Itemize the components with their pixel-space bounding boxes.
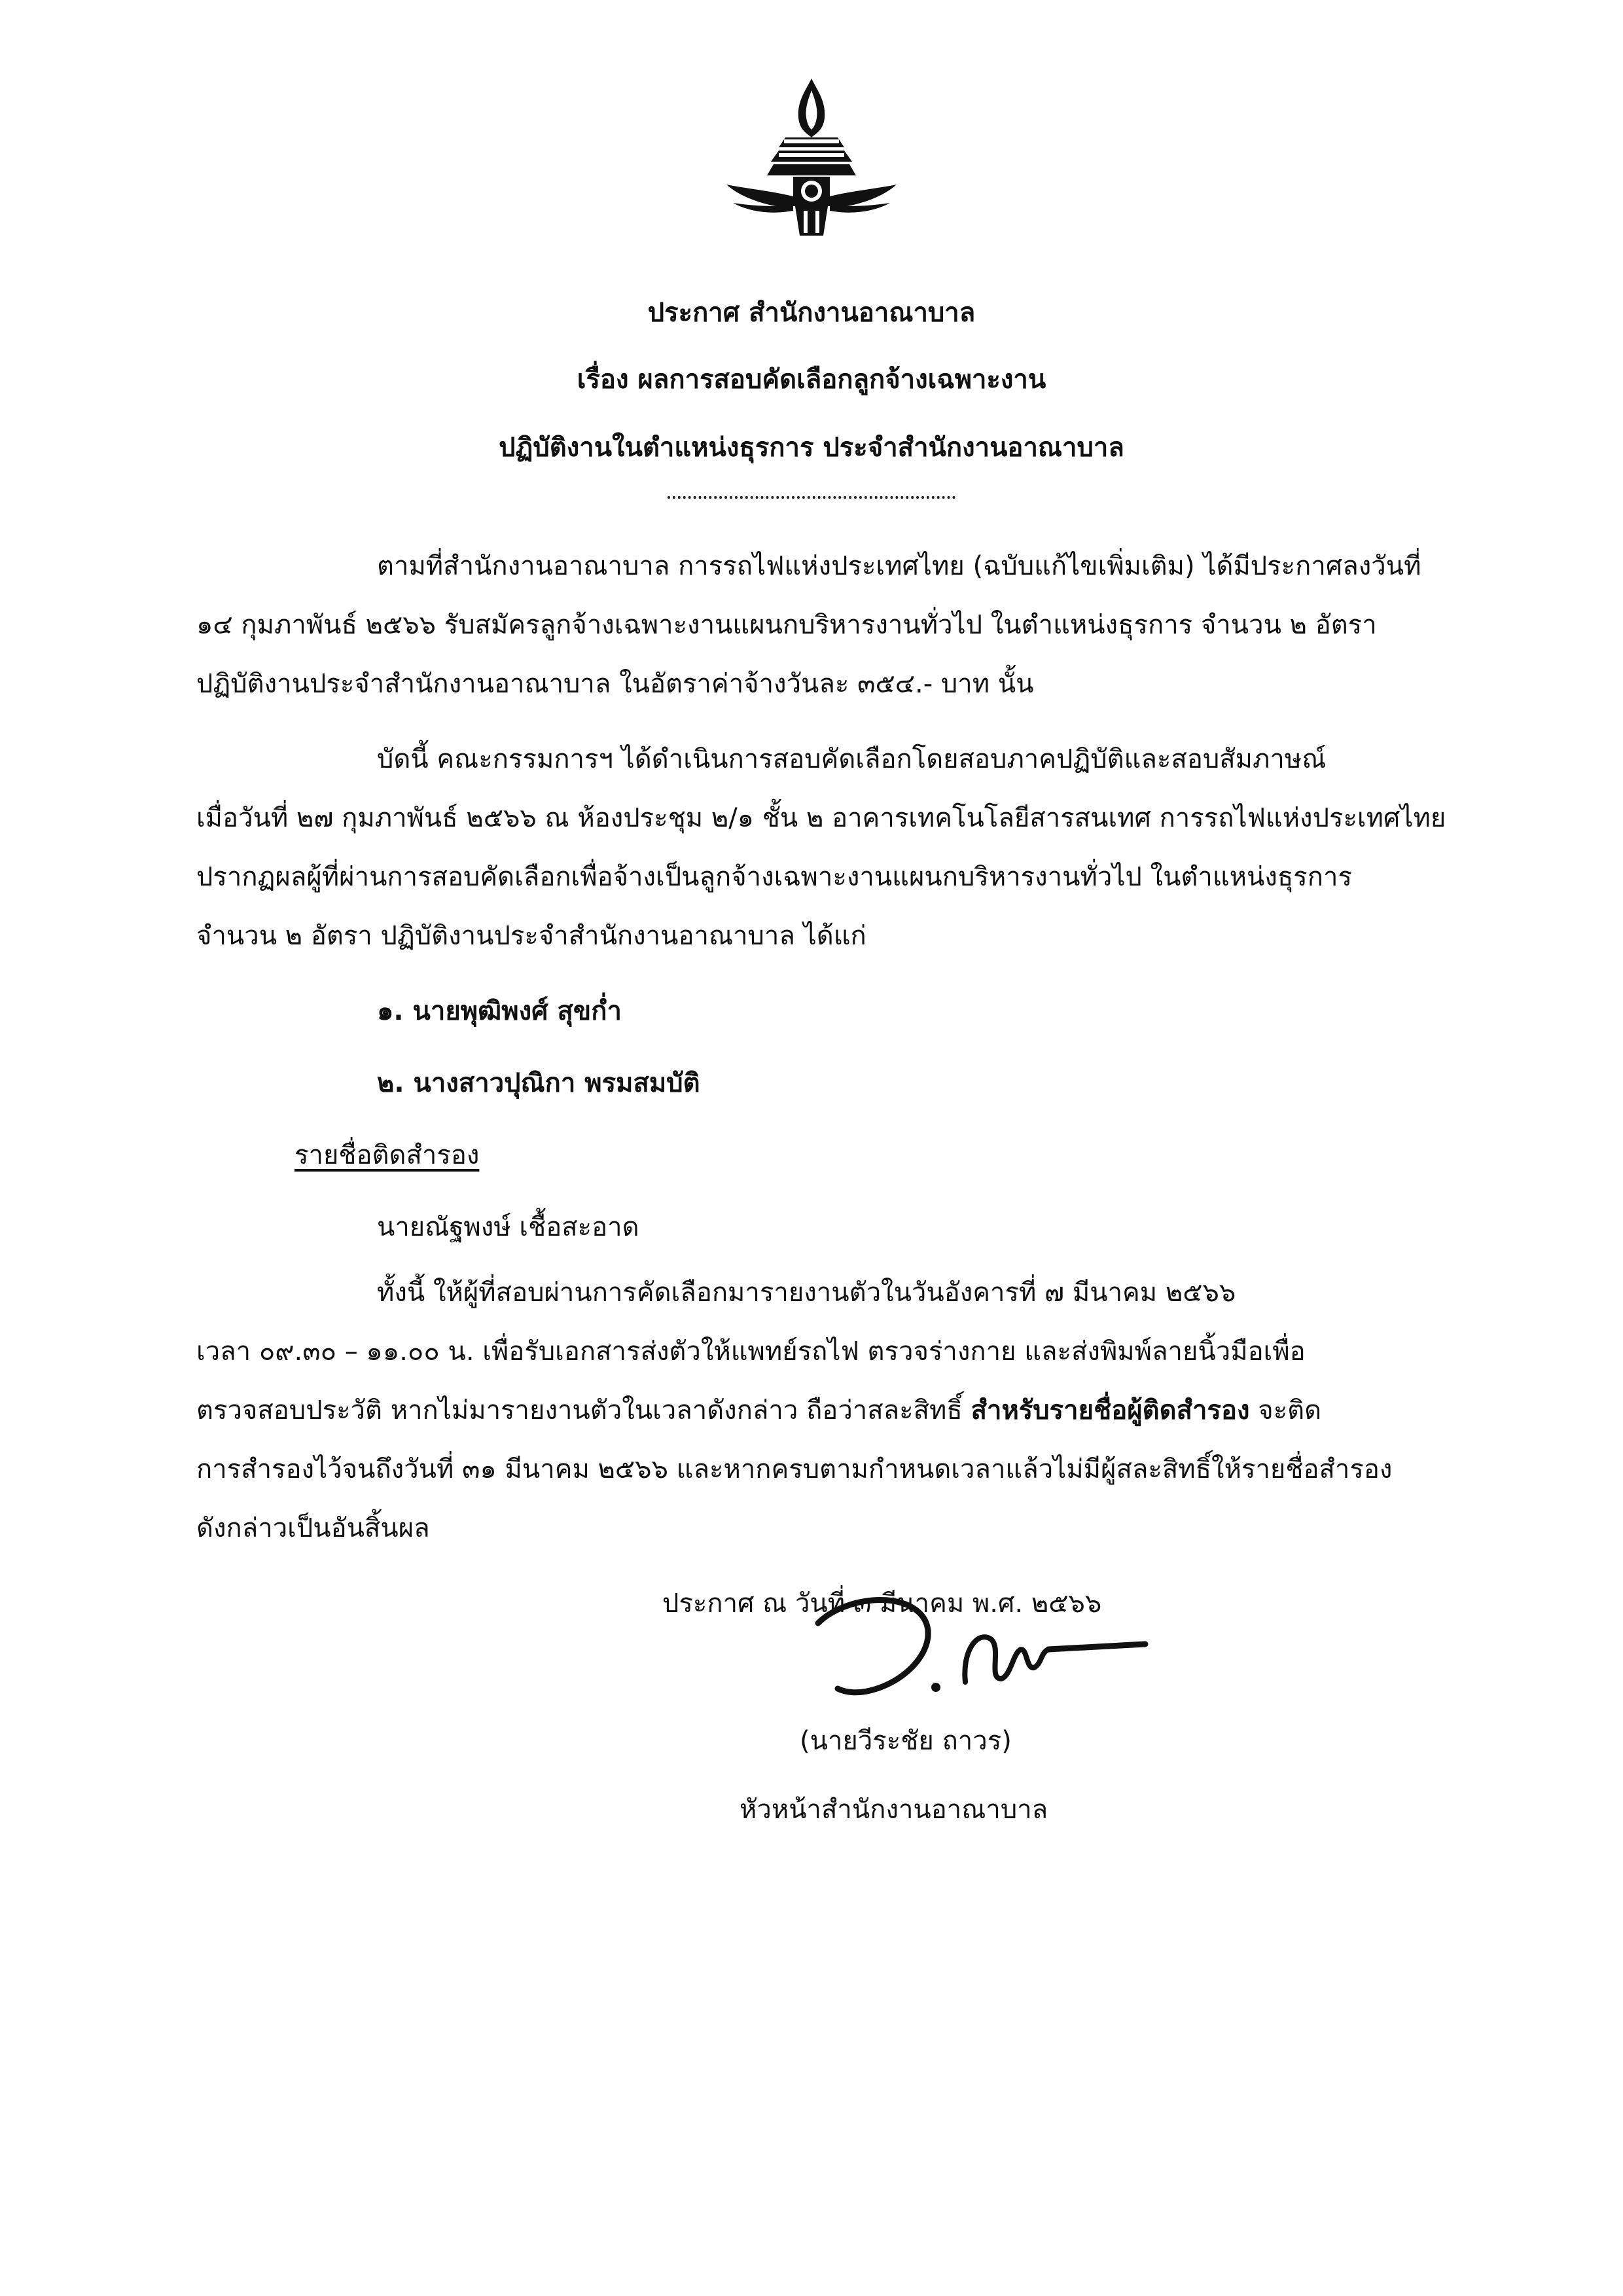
reserve-name: นายณัฐพงษ์ เชื้อสะอาด	[377, 1212, 639, 1242]
selected-candidate-1: ๑. นายพุฒิพงศ์ สุขก่ำ	[377, 996, 622, 1026]
para1-line3: ปฏิบัติงานประจำสำนักงานอาณาบาล ในอัตราค่าจ้างวันละ ๓๕๔.- บาท นั้น	[196, 669, 1034, 699]
para2-line2: เมื่อวันที่ ๒๗ กุมภาพันธ์ ๒๕๖๖ ณ ห้องประชุม ๒/๑ ชั้น ๒ อาคารเทคโนโลยีสารสนเทศ การรถไฟแห่งประเทศไทย	[196, 803, 1446, 833]
signature-icon	[805, 1584, 1171, 1728]
para2-line3: ปรากฏผลผู้ที่ผ่านการสอบคัดเลือกเพื่อจ้างเป็นลูกจ้างเฉพาะงานแผนกบริหารงานทั่วไป ในตำแหน่งธุรการ	[196, 862, 1352, 892]
para2-line1: บัดนี้ คณะกรรมการฯ ได้ดำเนินการสอบคัดเลือกโดยสอบภาคปฏิบัติและสอบสัมภาษณ์	[377, 744, 1327, 774]
para3-line2: เวลา ๐๙.๓๐ – ๑๑.๐๐ น. เพื่อรับเอกสารส่งตัวให้แพทย์รถไฟ ตรวจร่างกาย และส่งพิมพ์ลายนิ้วมือเพื่อ	[196, 1336, 1306, 1367]
emblem-icon	[713, 72, 910, 242]
para3-line3-bold: สำหรับรายชื่อผู้ติดสำรอง	[971, 1395, 1250, 1426]
para1-line2: ๑๔ กุมภาพันธ์ ๒๕๖๖ รับสมัครลูกจ้างเฉพาะงานแผนกบริหารงานทั่วไป ในตำแหน่งธุรการ จำนวน ๒ อัตรา	[196, 610, 1377, 640]
title-line-2: เรื่อง ผลการสอบคัดเลือกลูกจ้างเฉพาะงาน	[577, 365, 1046, 395]
para2-line4: จำนวน ๒ อัตรา ปฏิบัติงานประจำสำนักงานอาณาบาล ได้แก่	[196, 921, 866, 951]
title-line-3: ปฏิบัติงานในตำแหน่งธุรการ ประจำสำนักงานอาณาบาล	[499, 433, 1124, 463]
selected-candidate-2: ๒. นางสาวปุณิกา พรมสมบัติ	[377, 1068, 700, 1098]
para3-line4: การสำรองไว้จนถึงวันที่ ๓๑ มีนาคม ๒๕๖๖ และหากครบตามกำหนดเวลาแล้วไม่มีผู้สละสิทธิ์ให้รายชื่อสำรอง	[196, 1454, 1393, 1484]
para3-line3-part1: ตรวจสอบประวัติ หากไม่มารายงานตัวในเวลาดังกล่าว ถือว่าสละสิทธิ์	[196, 1395, 971, 1426]
para3-line5: ดังกล่าวเป็นอันสิ้นผล	[196, 1513, 430, 1543]
reserve-heading: รายชื่อติดสำรอง	[294, 1140, 480, 1170]
para3-line3	[196, 1397, 1321, 1424]
announcement-date: ประกาศ ณ วันที่ ๓ มีนาคม พ.ศ. ๒๕๖๖	[662, 1588, 1102, 1619]
title-divider	[668, 496, 955, 499]
para3-line1: ทั้งนี้ ให้ผู้ที่สอบผ่านการคัดเลือกมารายงานตัวในวันอังคารที่ ๗ มีนาคม ๒๕๖๖	[377, 1278, 1236, 1308]
para3-line3-part2: จะติด	[1249, 1395, 1322, 1426]
signer-name: (นายวีระชัย ถาวร)	[800, 1726, 1012, 1756]
para1-line1: ตามที่สำนักงานอาณาบาล การรถไฟแห่งประเทศไทย (ฉบับแก้ไขเพิ่มเติม) ได้มีประกาศลงวันที่	[377, 551, 1421, 581]
title-line-1: ประกาศ สำนักงานอาณาบาล	[647, 298, 976, 328]
signer-title: หัวหน้าสำนักงานอาณาบาล	[740, 1795, 1048, 1825]
